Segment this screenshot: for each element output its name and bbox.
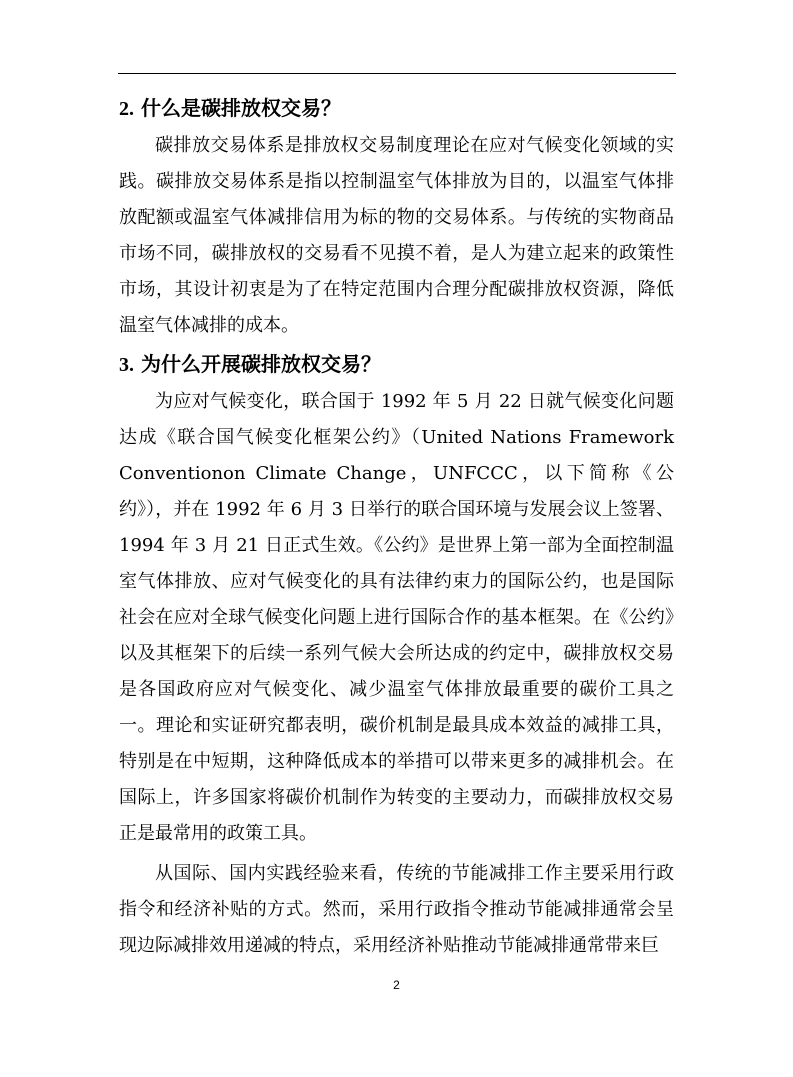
document-body xyxy=(119,88,674,964)
paragraph: 为应对气候变化，联合国于 1992 年 5 月 22 日就气候变化问题达成《联合国气候变化框架公约》（United Nations Framework Conventionon Climate Change，UNFCCC，以下简称《公约》），并在 1992 年 6 月 3 日举行的联合国环境与发展会议上签署、1994 年 3 月 21 日正式生效。《公约》是世界上第一部为全面控制温室气体排放、应对气候变化的具有法律约束力的国际公约，也是国际社会在应对全球气候变化问题上进行国际合作的基本框架。在《公约》以及其框架下的后续一系列气候大会所达成的约定中，碳排放权交易是各国政府应对气候变化、减少温室气体排放最重要的碳价工具之一。理论和实证研究都表明，碳价机制是最具成本效益的减排工具，特别是在中短期，这种降低成本的举措可以带来更多的减排机会。在国际上，许多国家将碳价机制作为转变的主要动力，而碳排放权交易正是最常用的政策工具。 xyxy=(119,391,674,844)
section-heading-3 xyxy=(119,344,674,384)
section-title: 什么是碳排放权交易？ xyxy=(140,96,341,120)
page-number: 2 xyxy=(393,978,400,992)
paragraph: 从国际、国内实践经验来看，传统的节能减排工作主要采用行政指令和经济补贴的方式。然而，采用行政指令推动节能减排通常会呈现边际减排效用递减的特点，采用经济补贴推动节能减排通常带来巨 xyxy=(119,863,674,956)
paragraph: 碳排放交易体系是排放权交易制度理论在应对气候变化领域的实践。碳排放交易体系是指以控制温室气体排放为目的，以温室气体排放配额或温室气体减排信用为标的物的交易体系。与传统的实物商品市场不同，碳排放权的交易看不见摸不着，是人为建立起来的政策性市场，其设计初衷是为了在特定范围内合理分配碳排放权资源，降低温室气体减排的成本。 xyxy=(119,135,674,336)
section-number: 3. xyxy=(119,354,134,376)
section-number: 2. xyxy=(119,98,134,120)
section-heading-2 xyxy=(119,88,674,128)
header-rule xyxy=(118,73,676,74)
section-title: 为什么开展碳排放权交易？ xyxy=(140,352,381,376)
